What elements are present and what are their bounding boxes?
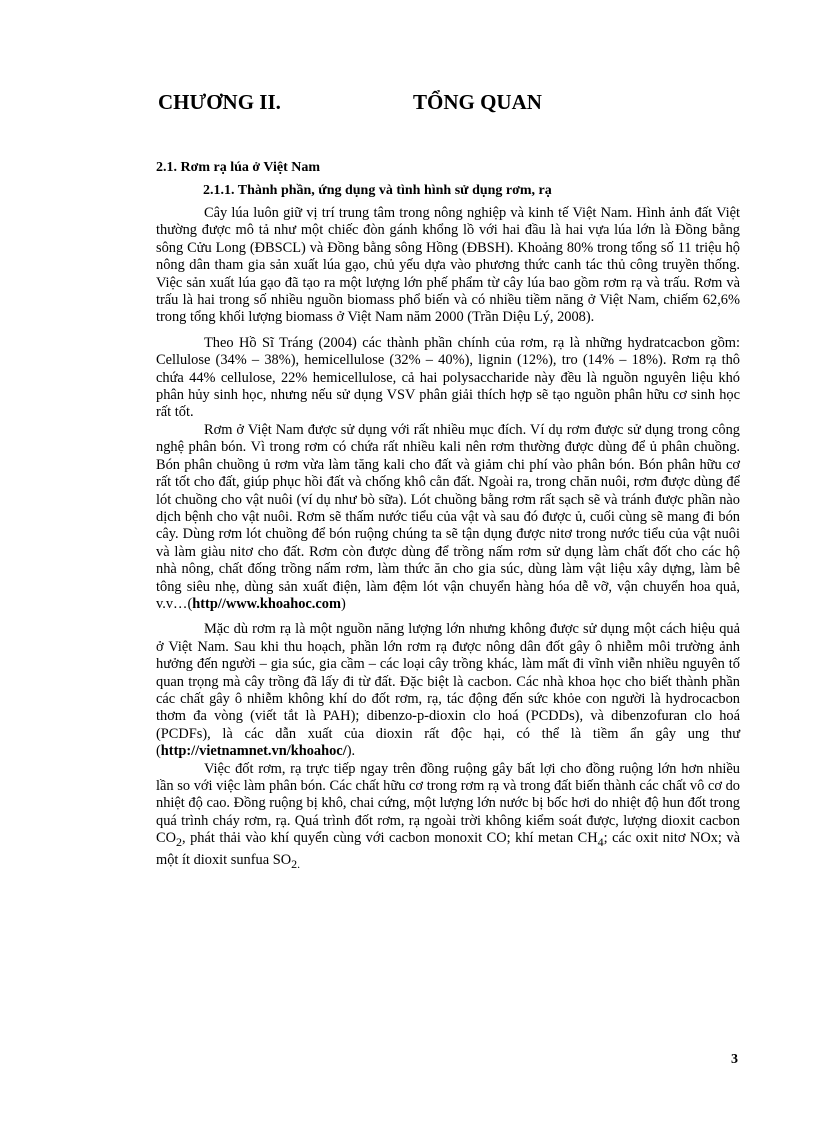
paragraph-4: [156, 621, 740, 760]
subscript-co2: 2: [176, 835, 182, 850]
paragraph-2: Theo Hồ Sĩ Tráng (2004) các thành phần chính của rơm, rạ là những hydratcacbon gồm: Cellulose (34% – 38%), hemicellulose (32% – 40%), lignin (12%), tro (14% – 18%). Rơm rạ thô chứa 44% cellulose, 22% hemicellulose, cả hai polysaccharide này đều là nguồn nguyên liệu khó phân hủy sinh học, nhưng nếu sử dụng VSV phân giải thích hợp sẽ tạo nguồn phân hữu cơ sinh học rất tốt.: [156, 334, 740, 421]
paragraph-5-c: ; các oxit nitơ NOx; và một ít dioxit sunfua SO: [156, 830, 740, 868]
subscript-ch4: 4: [597, 835, 604, 850]
subscript-so2: 2.: [291, 856, 301, 871]
paragraph-4-end: ).: [346, 743, 356, 760]
chapter-number: CHƯƠNG II.: [158, 90, 281, 114]
paragraph-5-b: , phát thải vào khí quyển cùng với cacbon monoxit CO; khí metan CH: [182, 830, 598, 847]
paragraph-3: [156, 422, 740, 613]
subsection-heading: 2.1.1. Thành phần, ứng dụng và tình hình sử dụng rơm, rạ: [203, 183, 552, 198]
paragraph-1: Cây lúa luôn giữ vị trí trung tâm trong nông nghiệp và kinh tế Việt Nam. Hình ảnh đất Việt thường được mô tả như một chiếc đòn gánh khổng lồ với hai đầu là hai vựa lúa lớn là Đồng bằng sông Cửu Long (ĐBSCL) và Đồng bằng sông Hồng (ĐBSH). Khoảng 80% trong tổng số 11 triệu hộ nông dân tham gia sản xuất lúa gạo, chủ yếu dựa vào phương thức canh tác thủ công truyền thống. Việc sản xuất lúa gạo đã tạo ra một lượng lớn phế phẩm từ cây lúa bao gồm rơm rạ và trấu. Rơm và trấu là hai trong số nhiều nguồn biomass phổ biến và có nhiều tiềm năng ở Việt Nam, chiếm 62,6% trong tổng khối lượng biomass ở Việt Nam năm 2000 (Trần Diệu Lý, 2008).: [156, 205, 740, 326]
paragraph-3-end: ): [340, 595, 346, 612]
paragraph-4-text: Mặc dù rơm rạ là một nguồn năng lượng lớn nhưng không được sử dụng một cách hiệu quả ở Việt Nam. Sau khi thu hoạch, phần lớn rơm rạ được nông dân đốt gây ô nhiễm môi trường ảnh hưởng đến người – gia súc, gia cầm – các loại cây trồng khác, làm mất đi vĩnh viễn nhiều nguyên tố quan trọng mà cây trồng đã lấy đi từ đất. Đặc biệt là cacbon. Các nhà khoa học cho biết thành phần các chất gây ô nhiễm không khí do đốt rơm, rạ, tác động đến sức khỏe con người là hydrocacbon thơm đa vòng (viết tắt là PAH); dibenzo-p-dioxin clo hoá (PCDDs), và dibenzofuran clo hoá (PCDFs), là các dẫn xuất của dioxin rất độc hại, có thể là tiềm ẩn gây ung thư (: [156, 621, 740, 760]
reference-link-khoahoc[interactable]: http//www.khoahoc.com: [192, 595, 341, 612]
chapter-title: TỔNG QUAN: [413, 90, 542, 114]
paragraph-5-a: Việc đốt rơm, rạ trực tiếp ngay trên đồng ruộng gây bất lợi cho đồng ruộng lớn hơn nhiều lần so với việc làm phân bón. Các chất hữu cơ trong rơm rạ và trong đất biến thành các chất vô cơ do nhiệt độ cao. Đồng ruộng bị khô, chai cứng, một lượng lớn nước bị bốc hơi do nhiệt độ hun đốt trong quá trình cháy rơm, rạ. Quá trình đốt rơm, rạ ngoài trời không kiểm soát được, lượng dioxit cacbon CO: [156, 760, 740, 847]
page-number: 3: [731, 1052, 738, 1067]
section-heading: 2.1. Rơm rạ lúa ở Việt Nam: [156, 160, 321, 175]
reference-link-vietnamnet[interactable]: http://vietnamnet.vn/khoahoc/: [160, 743, 347, 760]
body-text: [156, 205, 740, 881]
paragraph-3-text: Rơm ở Việt Nam được sử dụng với rất nhiều mục đích. Ví dụ rơm được sử dụng trong công nghệ phân bón. Vì trong rơm có chứa rất nhiều kali nên rơm thường được dùng để ủ phân chuồng. Bón phân chuồng ủ rơm vừa làm tăng kali cho đất và giảm chi phí vào phân bón. Bón phân hữu cơ rất tốt cho đất, giúp phục hồi đất và chống khô cằn đất. Ngoài ra, trong chăn nuôi, rơm được dùng để lót chuồng cho vật nuôi (ví dụ như bò sữa). Lót chuồng bằng rơm rất sạch sẽ và tránh được phần nào dịch bệnh cho vật nuôi. Rơm sẽ thấm nước tiểu của vật và sau đó được ủ, cuối cùng sẽ mang đi bón cây. Dùng rơm lót chuồng để bón ruộng chúng ta sẽ tận dụng được nitơ trong nước tiểu của vật nuôi và làm giàu nitơ cho đất. Rơm còn được dùng để trồng nấm rơm sử dụng làm chất đốt cho các hộ nhà nông, chất đống trồng nấm rơm, làm thức ăn cho gia súc, dùng làm vật liệu xây dựng, làm bê tông siêu nhẹ, dùng sản xuất điện, làm đệm lót vận chuyển hàng hóa dễ vỡ, vận chuyển hoa quả, v.v…(: [156, 421, 740, 612]
paragraph-5: [156, 761, 740, 873]
